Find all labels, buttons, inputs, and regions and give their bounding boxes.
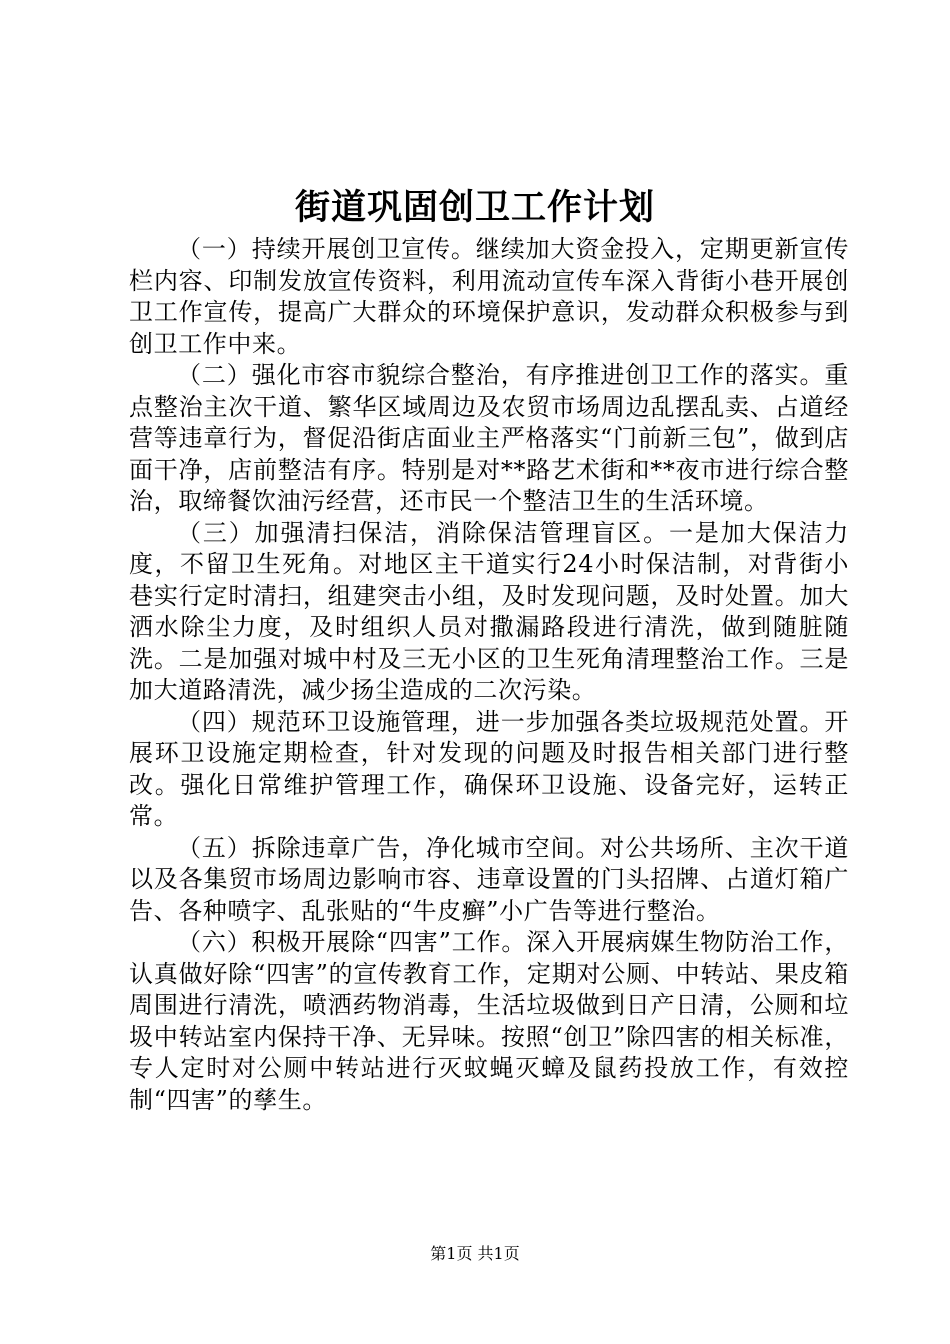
document-title: 街道巩固创卫工作计划 [294,187,655,228]
paragraph-3: （三）加强清扫保洁，消除保洁管理盲区。一是加大保洁力度，不留卫生死角。对地区主干道实行24小时保洁制，对背街小巷实行定时清扫，组建突击小组，及时发现问题，及时处置。加大洒水除尘力度，及时组织人员对撒漏路段进行清洗，做到随脏随洗。二是加强对城中村及三无小区的卫生死角清理整治工作。三是加大道路清洗，减少扬尘造成的二次污染。 [129,518,849,704]
document-body [129,234,849,1116]
paragraph-4: （四）规范环卫设施管理，进一步加强各类垃圾规范处置。开展环卫设施定期检查，针对发现的问题及时报告相关部门进行整改。强化日常维护管理工作，确保环卫设施、设备完好，运转正常。 [129,707,849,830]
paragraph-2: （二）强化市容市貌综合整治，有序推进创卫工作的落实。重点整治主次干道、繁华区域周边及农贸市场周边乱摆乱卖、占道经营等违章行为，督促沿街店面业主严格落实“门前新三包”，做到店面干净，店前整洁有序。特别是对**路艺术街和**夜市进行综合整治，取缔餐饮油污经营，还市民一个整洁卫生的生活环境。 [129,361,849,515]
paragraph-1: （一）持续开展创卫宣传。继续加大资金投入，定期更新宣传栏内容、印制发放宣传资料，利用流动宣传车深入背街小巷开展创卫工作宣传，提高广大群众的环境保护意识，发动群众积极参与到创卫工作中来。 [129,235,849,358]
paragraph-6: （六）积极开展除“四害”工作。深入开展病媒生物防治工作，认真做好除“四害”的宣传教育工作，定期对公厕、中转站、果皮箱周围进行清洗，喷洒药物消毒，生活垃圾做到日产日清，公厕和垃圾中转站室内保持干净、无异味。按照“创卫”除四害的相关标准，专人定时对公厕中转站进行灭蚊蝇灭蟑及鼠药投放工作，有效控制“四害”的孳生。 [129,928,849,1114]
page-footer: 第1页 共1页 [430,1244,520,1263]
paragraph-5: （五）拆除违章广告，净化城市空间。对公共场所、主次干道以及各集贸市场周边影响市容、违章设置的门头招牌、占道灯箱广告、各种喷字、乱张贴的“牛皮癣”小广告等进行整治。 [129,833,849,925]
